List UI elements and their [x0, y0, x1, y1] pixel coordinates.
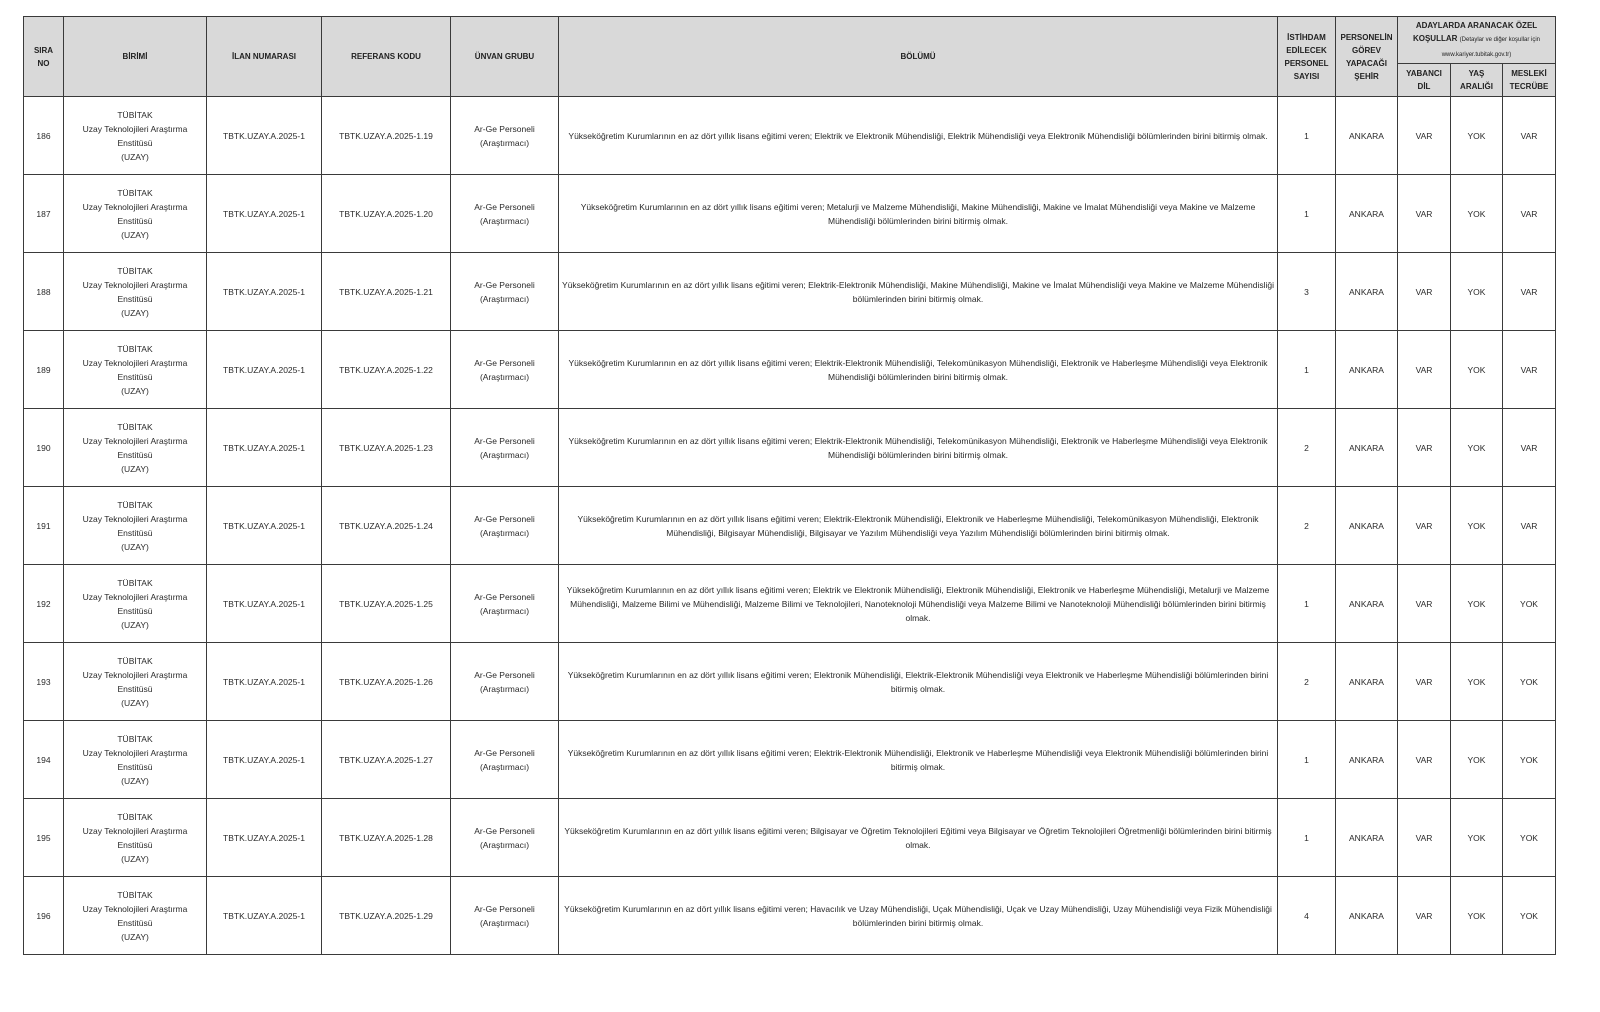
cell-ilan-numarasi: TBTK.UZAY.A.2025-1 — [207, 253, 322, 331]
unvan-line: (Araştırmacı) — [479, 449, 530, 460]
cell-yabanci-dil: VAR — [1398, 409, 1451, 487]
birim-line: Enstitüsü — [117, 137, 153, 148]
birim-line: TÜBİTAK — [117, 577, 153, 588]
birim-line: Enstitüsü — [117, 917, 153, 928]
cell-sira-no: 186 — [24, 97, 64, 175]
birim-line: (UZAY) — [121, 151, 149, 162]
cell-sehir: ANKARA — [1336, 175, 1398, 253]
cell-birimi — [64, 409, 207, 487]
birim-line: TÜBİTAK — [117, 499, 153, 510]
unvan-line: Ar-Ge Personeli — [474, 201, 535, 212]
table-row — [24, 487, 1556, 565]
cell-unvan-grubu — [451, 799, 559, 877]
cell-yabanci-dil: VAR — [1398, 721, 1451, 799]
cell-ilan-numarasi: TBTK.UZAY.A.2025-1 — [207, 409, 322, 487]
cell-birimi — [64, 487, 207, 565]
unvan-line: (Araştırmacı) — [479, 293, 530, 304]
unvan-line: Ar-Ge Personeli — [474, 123, 535, 134]
cell-sira-no: 194 — [24, 721, 64, 799]
unvan-line: Ar-Ge Personeli — [474, 669, 535, 680]
cell-yabanci-dil: VAR — [1398, 487, 1451, 565]
cell-ilan-numarasi: TBTK.UZAY.A.2025-1 — [207, 721, 322, 799]
cell-referans-kodu: TBTK.UZAY.A.2025-1.24 — [322, 487, 451, 565]
cell-personel-sayisi: 2 — [1278, 643, 1336, 721]
cell-referans-kodu: TBTK.UZAY.A.2025-1.25 — [322, 565, 451, 643]
cell-yas-araligi: YOK — [1451, 877, 1503, 955]
birim-line: Uzay Teknolojileri Araştırma — [82, 747, 188, 758]
cell-birimi — [64, 331, 207, 409]
birim-line: TÜBİTAK — [117, 421, 153, 432]
birim-line: TÜBİTAK — [117, 733, 153, 744]
cell-yabanci-dil: VAR — [1398, 175, 1451, 253]
header-yas-araligi: YAŞ ARALIĞI — [1451, 64, 1503, 97]
cell-mesleki-tecrube: VAR — [1503, 409, 1556, 487]
header-yabanci-dil: YABANCI DİL — [1398, 64, 1451, 97]
birim-line: (UZAY) — [121, 931, 149, 942]
cell-yas-araligi: YOK — [1451, 721, 1503, 799]
cell-personel-sayisi: 1 — [1278, 565, 1336, 643]
birim-line: (UZAY) — [121, 853, 149, 864]
cell-ilan-numarasi: TBTK.UZAY.A.2025-1 — [207, 643, 322, 721]
cell-ilan-numarasi: TBTK.UZAY.A.2025-1 — [207, 97, 322, 175]
cell-sehir: ANKARA — [1336, 487, 1398, 565]
birim-line: Enstitüsü — [117, 371, 153, 382]
cell-birimi — [64, 565, 207, 643]
cell-yas-araligi: YOK — [1451, 487, 1503, 565]
cell-birimi — [64, 721, 207, 799]
cell-personel-sayisi: 1 — [1278, 175, 1336, 253]
cell-ilan-numarasi: TBTK.UZAY.A.2025-1 — [207, 487, 322, 565]
cell-yabanci-dil: VAR — [1398, 643, 1451, 721]
unvan-line: Ar-Ge Personeli — [474, 435, 535, 446]
cell-sehir: ANKARA — [1336, 409, 1398, 487]
unvan-line: (Araştırmacı) — [479, 683, 530, 694]
cell-referans-kodu: TBTK.UZAY.A.2025-1.19 — [322, 97, 451, 175]
cell-sehir: ANKARA — [1336, 721, 1398, 799]
cell-personel-sayisi: 1 — [1278, 97, 1336, 175]
table-row — [24, 253, 1556, 331]
unvan-line: Ar-Ge Personeli — [474, 825, 535, 836]
cell-unvan-grubu — [451, 487, 559, 565]
cell-sira-no: 188 — [24, 253, 64, 331]
cell-sehir: ANKARA — [1336, 565, 1398, 643]
birim-line: TÜBİTAK — [117, 109, 153, 120]
cell-mesleki-tecrube: VAR — [1503, 487, 1556, 565]
birim-line: Enstitüsü — [117, 215, 153, 226]
cell-mesleki-tecrube: YOK — [1503, 799, 1556, 877]
cell-bolumu: Yükseköğretim Kurumlarının en az dört yıllık lisans eğitimi veren; Bilgisayar ve Öğretim Teknolojileri Eğitimi veya Bilgisayar ve Öğretim Teknolojileri Öğretmenliği bölümlerinden birini bitirmiş olmak. — [559, 799, 1278, 877]
unvan-line: Ar-Ge Personeli — [474, 747, 535, 758]
birim-line: TÜBİTAK — [117, 889, 153, 900]
header-birimi: BİRİMİ — [64, 17, 207, 97]
birim-line: (UZAY) — [121, 697, 149, 708]
birim-line: Uzay Teknolojileri Araştırma — [82, 669, 188, 680]
table-row — [24, 721, 1556, 799]
cell-mesleki-tecrube: YOK — [1503, 643, 1556, 721]
cell-unvan-grubu — [451, 331, 559, 409]
cell-referans-kodu: TBTK.UZAY.A.2025-1.29 — [322, 877, 451, 955]
cell-sehir: ANKARA — [1336, 331, 1398, 409]
cell-sehir: ANKARA — [1336, 799, 1398, 877]
birim-line: Enstitüsü — [117, 839, 153, 850]
cell-referans-kodu: TBTK.UZAY.A.2025-1.20 — [322, 175, 451, 253]
cell-yabanci-dil: VAR — [1398, 253, 1451, 331]
unvan-line: Ar-Ge Personeli — [474, 279, 535, 290]
cell-yas-araligi: YOK — [1451, 799, 1503, 877]
cell-bolumu: Yükseköğretim Kurumlarının en az dört yıllık lisans eğitimi veren; Elektrik-Elektronik Mühendisliği, Makine Mühendisliği, Makine ve İmalat Mühendisliği veya Makine ve Malzeme Mühendisliği bölümlerinden birini bitirmiş olmak. — [559, 253, 1278, 331]
cell-bolumu: Yükseköğretim Kurumlarının en az dört yıllık lisans eğitimi veren; Havacılık ve Uzay Mühendisliği, Uçak Mühendisliği, Uçak ve Uzay Mühendisliği, Uzay Mühendisliği veya Fizik Mühendisliği bölümlerinden birini bitirmiş olmak. — [559, 877, 1278, 955]
cell-yas-araligi: YOK — [1451, 175, 1503, 253]
cell-bolumu: Yükseköğretim Kurumlarının en az dört yıllık lisans eğitimi veren; Elektrik-Elektronik Mühendisliği, Telekomünikasyon Mühendisliği, Elektronik ve Haberleşme Mühendisliği veya Elektronik Mühendisliği bölümlerinden birini bitirmiş olmak. — [559, 409, 1278, 487]
table-header — [24, 17, 1556, 97]
table-row — [24, 643, 1556, 721]
cell-unvan-grubu — [451, 409, 559, 487]
unvan-line: Ar-Ge Personeli — [474, 591, 535, 602]
birim-line: (UZAY) — [121, 385, 149, 396]
header-referans-kodu: REFERANS KODU — [322, 17, 451, 97]
birim-line: Uzay Teknolojileri Araştırma — [82, 201, 188, 212]
unvan-line: Ar-Ge Personeli — [474, 903, 535, 914]
cell-personel-sayisi: 1 — [1278, 331, 1336, 409]
birim-line: Uzay Teknolojileri Araştırma — [82, 279, 188, 290]
birim-line: Uzay Teknolojileri Araştırma — [82, 435, 188, 446]
birim-line: Uzay Teknolojileri Araştırma — [82, 591, 188, 602]
cell-mesleki-tecrube: VAR — [1503, 175, 1556, 253]
birim-line: Uzay Teknolojileri Araştırma — [82, 513, 188, 524]
header-bolumu: BÖLÜMÜ — [559, 17, 1278, 97]
cell-birimi — [64, 175, 207, 253]
unvan-line: (Araştırmacı) — [479, 371, 530, 382]
ozel-kosullar-title: ADAYLARDA ARANACAK ÖZEL KOŞULLAR — [1412, 20, 1538, 43]
cell-unvan-grubu — [451, 97, 559, 175]
cell-referans-kodu: TBTK.UZAY.A.2025-1.26 — [322, 643, 451, 721]
cell-ilan-numarasi: TBTK.UZAY.A.2025-1 — [207, 565, 322, 643]
cell-mesleki-tecrube: YOK — [1503, 877, 1556, 955]
cell-bolumu: Yükseköğretim Kurumlarının en az dört yıllık lisans eğitimi veren; Elektrik-Elektronik Mühendisliği, Elektronik ve Haberleşme Mühendisliği veya Elektronik Mühendisliği bölümlerinden birini bitirmiş olmak. — [559, 721, 1278, 799]
birim-line: TÜBİTAK — [117, 811, 153, 822]
table-row — [24, 175, 1556, 253]
birim-line: (UZAY) — [121, 619, 149, 630]
cell-ilan-numarasi: TBTK.UZAY.A.2025-1 — [207, 331, 322, 409]
cell-sehir: ANKARA — [1336, 877, 1398, 955]
unvan-line: Ar-Ge Personeli — [474, 357, 535, 368]
cell-personel-sayisi: 1 — [1278, 721, 1336, 799]
birim-line: TÜBİTAK — [117, 655, 153, 666]
cell-yas-araligi: YOK — [1451, 253, 1503, 331]
birim-line: Enstitüsü — [117, 449, 153, 460]
cell-yas-araligi: YOK — [1451, 409, 1503, 487]
cell-sira-no: 192 — [24, 565, 64, 643]
birim-line: Enstitüsü — [117, 683, 153, 694]
cell-sira-no: 195 — [24, 799, 64, 877]
birim-line: (UZAY) — [121, 775, 149, 786]
header-sehir: PERSONELİN GÖREV YAPACAĞI ŞEHİR — [1336, 17, 1398, 97]
cell-birimi — [64, 97, 207, 175]
cell-referans-kodu: TBTK.UZAY.A.2025-1.27 — [322, 721, 451, 799]
birim-line: TÜBİTAK — [117, 187, 153, 198]
cell-mesleki-tecrube: YOK — [1503, 565, 1556, 643]
unvan-line: (Araştırmacı) — [479, 917, 530, 928]
birim-line: (UZAY) — [121, 541, 149, 552]
cell-bolumu: Yükseköğretim Kurumlarının en az dört yıllık lisans eğitimi veren; Elektrik-Elektronik Mühendisliği, Telekomünikasyon Mühendisliği, Elektronik ve Haberleşme Mühendisliği veya Elektronik Mühendisliği bölümlerinden birini bitirmiş olmak. — [559, 331, 1278, 409]
table-row — [24, 409, 1556, 487]
cell-sira-no: 187 — [24, 175, 64, 253]
cell-unvan-grubu — [451, 565, 559, 643]
cell-unvan-grubu — [451, 175, 559, 253]
birim-line: Uzay Teknolojileri Araştırma — [82, 357, 188, 368]
table-row — [24, 799, 1556, 877]
header-unvan-grubu: ÜNVAN GRUBU — [451, 17, 559, 97]
cell-personel-sayisi: 3 — [1278, 253, 1336, 331]
cell-unvan-grubu — [451, 253, 559, 331]
cell-yas-araligi: YOK — [1451, 97, 1503, 175]
header-istihdam: İSTİHDAM EDİLECEK PERSONEL SAYISI — [1278, 17, 1336, 97]
cell-mesleki-tecrube: VAR — [1503, 253, 1556, 331]
header-mesleki-tecrube: MESLEKİ TECRÜBE — [1503, 64, 1556, 97]
table-row — [24, 97, 1556, 175]
cell-bolumu: Yükseköğretim Kurumlarının en az dört yıllık lisans eğitimi veren; Elektrik ve Elektronik Mühendisliği, Elektrik Mühendisliği veya Elektronik Mühendisliği bölümlerinden birini bitirmiş olmak. — [559, 97, 1278, 175]
birim-line: Uzay Teknolojileri Araştırma — [82, 123, 188, 134]
cell-sehir: ANKARA — [1336, 97, 1398, 175]
birim-line: Enstitüsü — [117, 527, 153, 538]
cell-yabanci-dil: VAR — [1398, 877, 1451, 955]
cell-sira-no: 189 — [24, 331, 64, 409]
unvan-line: (Araştırmacı) — [479, 761, 530, 772]
birim-line: (UZAY) — [121, 463, 149, 474]
cell-bolumu: Yükseköğretim Kurumlarının en az dört yıllık lisans eğitimi veren; Elektrik-Elektronik Mühendisliği, Elektronik ve Haberleşme Mühendisliği, Telekomünikasyon Mühendisliği, Elektronik Mühendisliği, Bilgisayar Mühendisliği, Bilgisayar ve Yazılım Mühendisliği veya Yazılım Mühendisliği bölümlerinden birini bitirmiş olmak. — [559, 487, 1278, 565]
cell-birimi — [64, 877, 207, 955]
cell-bolumu: Yükseköğretim Kurumlarının en az dört yıllık lisans eğitimi veren; Elektronik Mühendisliği, Elektrik-Elektronik Mühendisliği veya Elektronik ve Haberleşme Mühendisliği bölümlerinden birini bitirmiş olmak. — [559, 643, 1278, 721]
cell-sehir: ANKARA — [1336, 643, 1398, 721]
cell-personel-sayisi: 2 — [1278, 487, 1336, 565]
table-row — [24, 331, 1556, 409]
cell-personel-sayisi: 4 — [1278, 877, 1336, 955]
cell-bolumu: Yükseköğretim Kurumlarının en az dört yıllık lisans eğitimi veren; Metalurji ve Malzeme Mühendisliği, Makine Mühendisliği, Makine ve İmalat Mühendisliği veya Makine ve Malzeme Mühendisliği bölümlerinden birini bitirmiş olmak. — [559, 175, 1278, 253]
unvan-line: (Araştırmacı) — [479, 605, 530, 616]
cell-mesleki-tecrube: VAR — [1503, 331, 1556, 409]
birim-line: Uzay Teknolojileri Araştırma — [82, 903, 188, 914]
table-row — [24, 565, 1556, 643]
cell-yabanci-dil: VAR — [1398, 331, 1451, 409]
birim-line: Uzay Teknolojileri Araştırma — [82, 825, 188, 836]
birim-line: Enstitüsü — [117, 605, 153, 616]
unvan-line: (Araştırmacı) — [479, 839, 530, 850]
cell-yabanci-dil: VAR — [1398, 799, 1451, 877]
cell-birimi — [64, 799, 207, 877]
table-body — [24, 97, 1556, 955]
cell-referans-kodu: TBTK.UZAY.A.2025-1.22 — [322, 331, 451, 409]
header-sira-no: SIRA NO — [24, 17, 64, 97]
cell-referans-kodu: TBTK.UZAY.A.2025-1.21 — [322, 253, 451, 331]
cell-yas-araligi: YOK — [1451, 565, 1503, 643]
cell-unvan-grubu — [451, 643, 559, 721]
cell-referans-kodu: TBTK.UZAY.A.2025-1.28 — [322, 799, 451, 877]
cell-mesleki-tecrube: YOK — [1503, 721, 1556, 799]
cell-yabanci-dil: VAR — [1398, 565, 1451, 643]
birim-line: TÜBİTAK — [117, 265, 153, 276]
birim-line: Enstitüsü — [117, 761, 153, 772]
cell-referans-kodu: TBTK.UZAY.A.2025-1.23 — [322, 409, 451, 487]
cell-sira-no: 196 — [24, 877, 64, 955]
unvan-line: Ar-Ge Personeli — [474, 513, 535, 524]
cell-unvan-grubu — [451, 877, 559, 955]
unvan-line: (Araştırmacı) — [479, 137, 530, 148]
cell-ilan-numarasi: TBTK.UZAY.A.2025-1 — [207, 799, 322, 877]
cell-yabanci-dil: VAR — [1398, 97, 1451, 175]
birim-line: Enstitüsü — [117, 293, 153, 304]
cell-ilan-numarasi: TBTK.UZAY.A.2025-1 — [207, 175, 322, 253]
job-listing-table — [23, 16, 1556, 955]
cell-yas-araligi: YOK — [1451, 643, 1503, 721]
cell-sira-no: 191 — [24, 487, 64, 565]
cell-yas-araligi: YOK — [1451, 331, 1503, 409]
header-ozel-kosullar — [1398, 17, 1556, 64]
cell-personel-sayisi: 2 — [1278, 409, 1336, 487]
cell-bolumu: Yükseköğretim Kurumlarının en az dört yıllık lisans eğitimi veren; Elektrik ve Elektronik Mühendisliği, Elektronik Mühendisliği, Elektronik ve Haberleşme Mühendisliği, Metalurji ve Malzeme Mühendisliği, Malzeme Bilimi ve Mühendisliği, Malzeme Bilimi ve Teknolojileri, Nanoteknoloji Mühendisliği veya Malzeme Bilimi ve Nanoteknoloji Mühendisliği bölümlerinden birini bitirmiş olmak. — [559, 565, 1278, 643]
cell-sira-no: 193 — [24, 643, 64, 721]
table-row — [24, 877, 1556, 955]
cell-sira-no: 190 — [24, 409, 64, 487]
ozel-kosullar-note: (Detaylar ve diğer koşullar için www.kariyer.tubitak.gov.tr) — [1441, 36, 1541, 58]
birim-line: (UZAY) — [121, 307, 149, 318]
cell-birimi — [64, 643, 207, 721]
birim-line: (UZAY) — [121, 229, 149, 240]
cell-unvan-grubu — [451, 721, 559, 799]
cell-birimi — [64, 253, 207, 331]
unvan-line: (Araştırmacı) — [479, 215, 530, 226]
unvan-line: (Araştırmacı) — [479, 527, 530, 538]
cell-sehir: ANKARA — [1336, 253, 1398, 331]
header-ilan-numarasi: İLAN NUMARASI — [207, 17, 322, 97]
birim-line: TÜBİTAK — [117, 343, 153, 354]
cell-ilan-numarasi: TBTK.UZAY.A.2025-1 — [207, 877, 322, 955]
cell-mesleki-tecrube: VAR — [1503, 97, 1556, 175]
cell-personel-sayisi: 1 — [1278, 799, 1336, 877]
